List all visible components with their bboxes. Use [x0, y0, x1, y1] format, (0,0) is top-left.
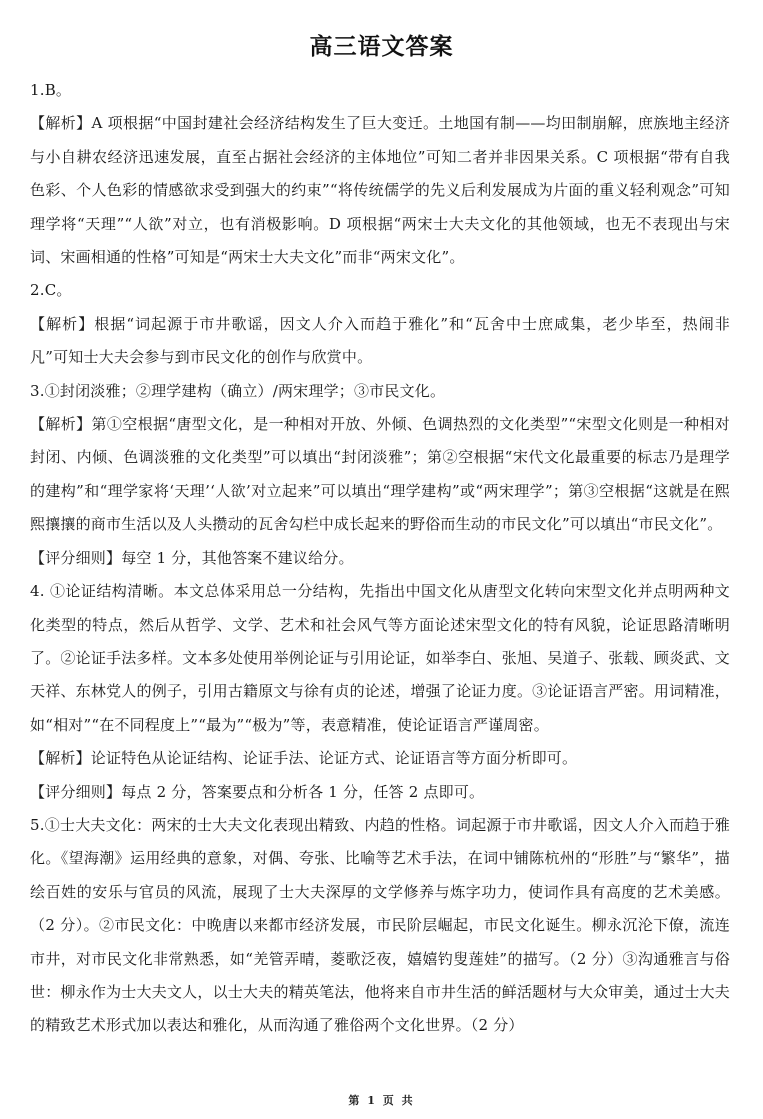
- scoring-3: 【评分细则】每空 1 分，其他答案不建议给分。: [30, 548, 354, 567]
- analysis-2: 【解析】根据“词起源于市井歌谣，因文人介入而趋于雅化”和“瓦舍中士庶咸集，老少毕至，热闹非凡”可知士大夫会参与到市民文化的创作与欣赏中。: [30, 314, 730, 367]
- answer-body: [30, 74, 730, 1043]
- answer-5: 5.①士大夫文化：两宋的士大夫文化表现出精致、内趋的性格。词起源于市井歌谣，因文人介入而趋于雅化。《望海潮》运用经典的意象，对偶、夸张、比喻等艺术手法，在词中铺陈杭州的“形胜”与“繁华”，描绘百姓的安乐与官员的风流，展现了士大夫深厚的文学修养与炼字功力，使词作具有高度的艺术美感。（2 分）。②市民文化：中晚唐以来都市经济发展，市民阶层崛起，市民文化诞生。柳永沉沦下僚，流连市井，对市民文化非常熟悉，如“羌管弄晴，菱歌泛夜，嬉嬉钓叟莲娃”的描写。（2 分）③沟通雅言与俗世：柳永作为士大夫文人，以士大夫的精英笔法，他将来自市井生活的鲜活题材与大众审美，通过士大夫的精致艺术形式加以表达和雅化，从而沟通了雅俗两个文化世界。（2 分）: [30, 815, 730, 1035]
- scoring-4: 【评分细则】每点 2 分，答案要点和分析各 1 分，任答 2 点即可。: [30, 782, 485, 801]
- answer-4: 4. ①论证结构清晰。本文总体采用总一分结构，先指出中国文化从唐型文化转向宋型文化并点明两种文化类型的特点，然后从哲学、文学、艺术和社会风气等方面论述宋型文化的特有风貌，论证思路清晰明了。②论证手法多样。文本多处使用举例论证与引用论证，如举李白、张旭、吴道子、张载、顾炎武、文天祥、东林党人的例子，引用古籍原文与徐有贞的论述，增强了论证力度。③论证语言严密。用词精准，如“相对”“在不同程度上”“最为”“极为”等，表意精准，使论证语言严谨周密。: [30, 582, 730, 734]
- answer-2: 2.C。: [30, 281, 72, 300]
- page-footer: 第 1 页 共: [348, 1094, 415, 1107]
- document-title: 高三语文答案: [309, 34, 454, 60]
- analysis-3: 【解析】第①空根据“唐型文化，是一种相对开放、外倾、色调热烈的文化类型”“宋型文化则是一种相对封闭、内倾、色调淡雅的文化类型”可以填出“封闭淡雅”；第②空根据“宋代文化最重要的标志乃是理学的建构”和“理学家将‘天理’‘人欲’对立起来”可以填出“理学建构”或“两宋理学”；第③空根据“这就是在熙熙攘攘的商市生活以及人头攒动的瓦舍勾栏中成长起来的野俗而生动的市民文化”可以填出“市民文化”。: [30, 415, 730, 534]
- analysis-4: 【解析】论证特色从论证结构、论证手法、论证方式、论证语言等方面分析即可。: [30, 749, 578, 768]
- answer-3: 3.①封闭淡雅；②理学建构（确立）/两宋理学；③市民文化。: [30, 381, 446, 400]
- answer-1: 1.B。: [30, 81, 72, 99]
- analysis-1: 【解析】A 项根据“中国封建社会经济结构发生了巨大变迁。土地国有制——均田制崩解，庶族地主经济与小自耕农经济迅速发展，直至占据社会经济的主体地位”可知二者并非因果关系。C 项根据“带有自我色彩、个人色彩的情感欲求受到强大的约束”“将传统儒学的先义后利发展成为片面的重义轻利观念”可知理学将“天理”“人欲”对立，也有消极影响。D 项根据“两宋士大夫文化的其他领域，也无不表现出与宋词、宋画相通的性格”可知是“两宋士大夫文化”而非“两宋文化”。: [30, 114, 730, 267]
